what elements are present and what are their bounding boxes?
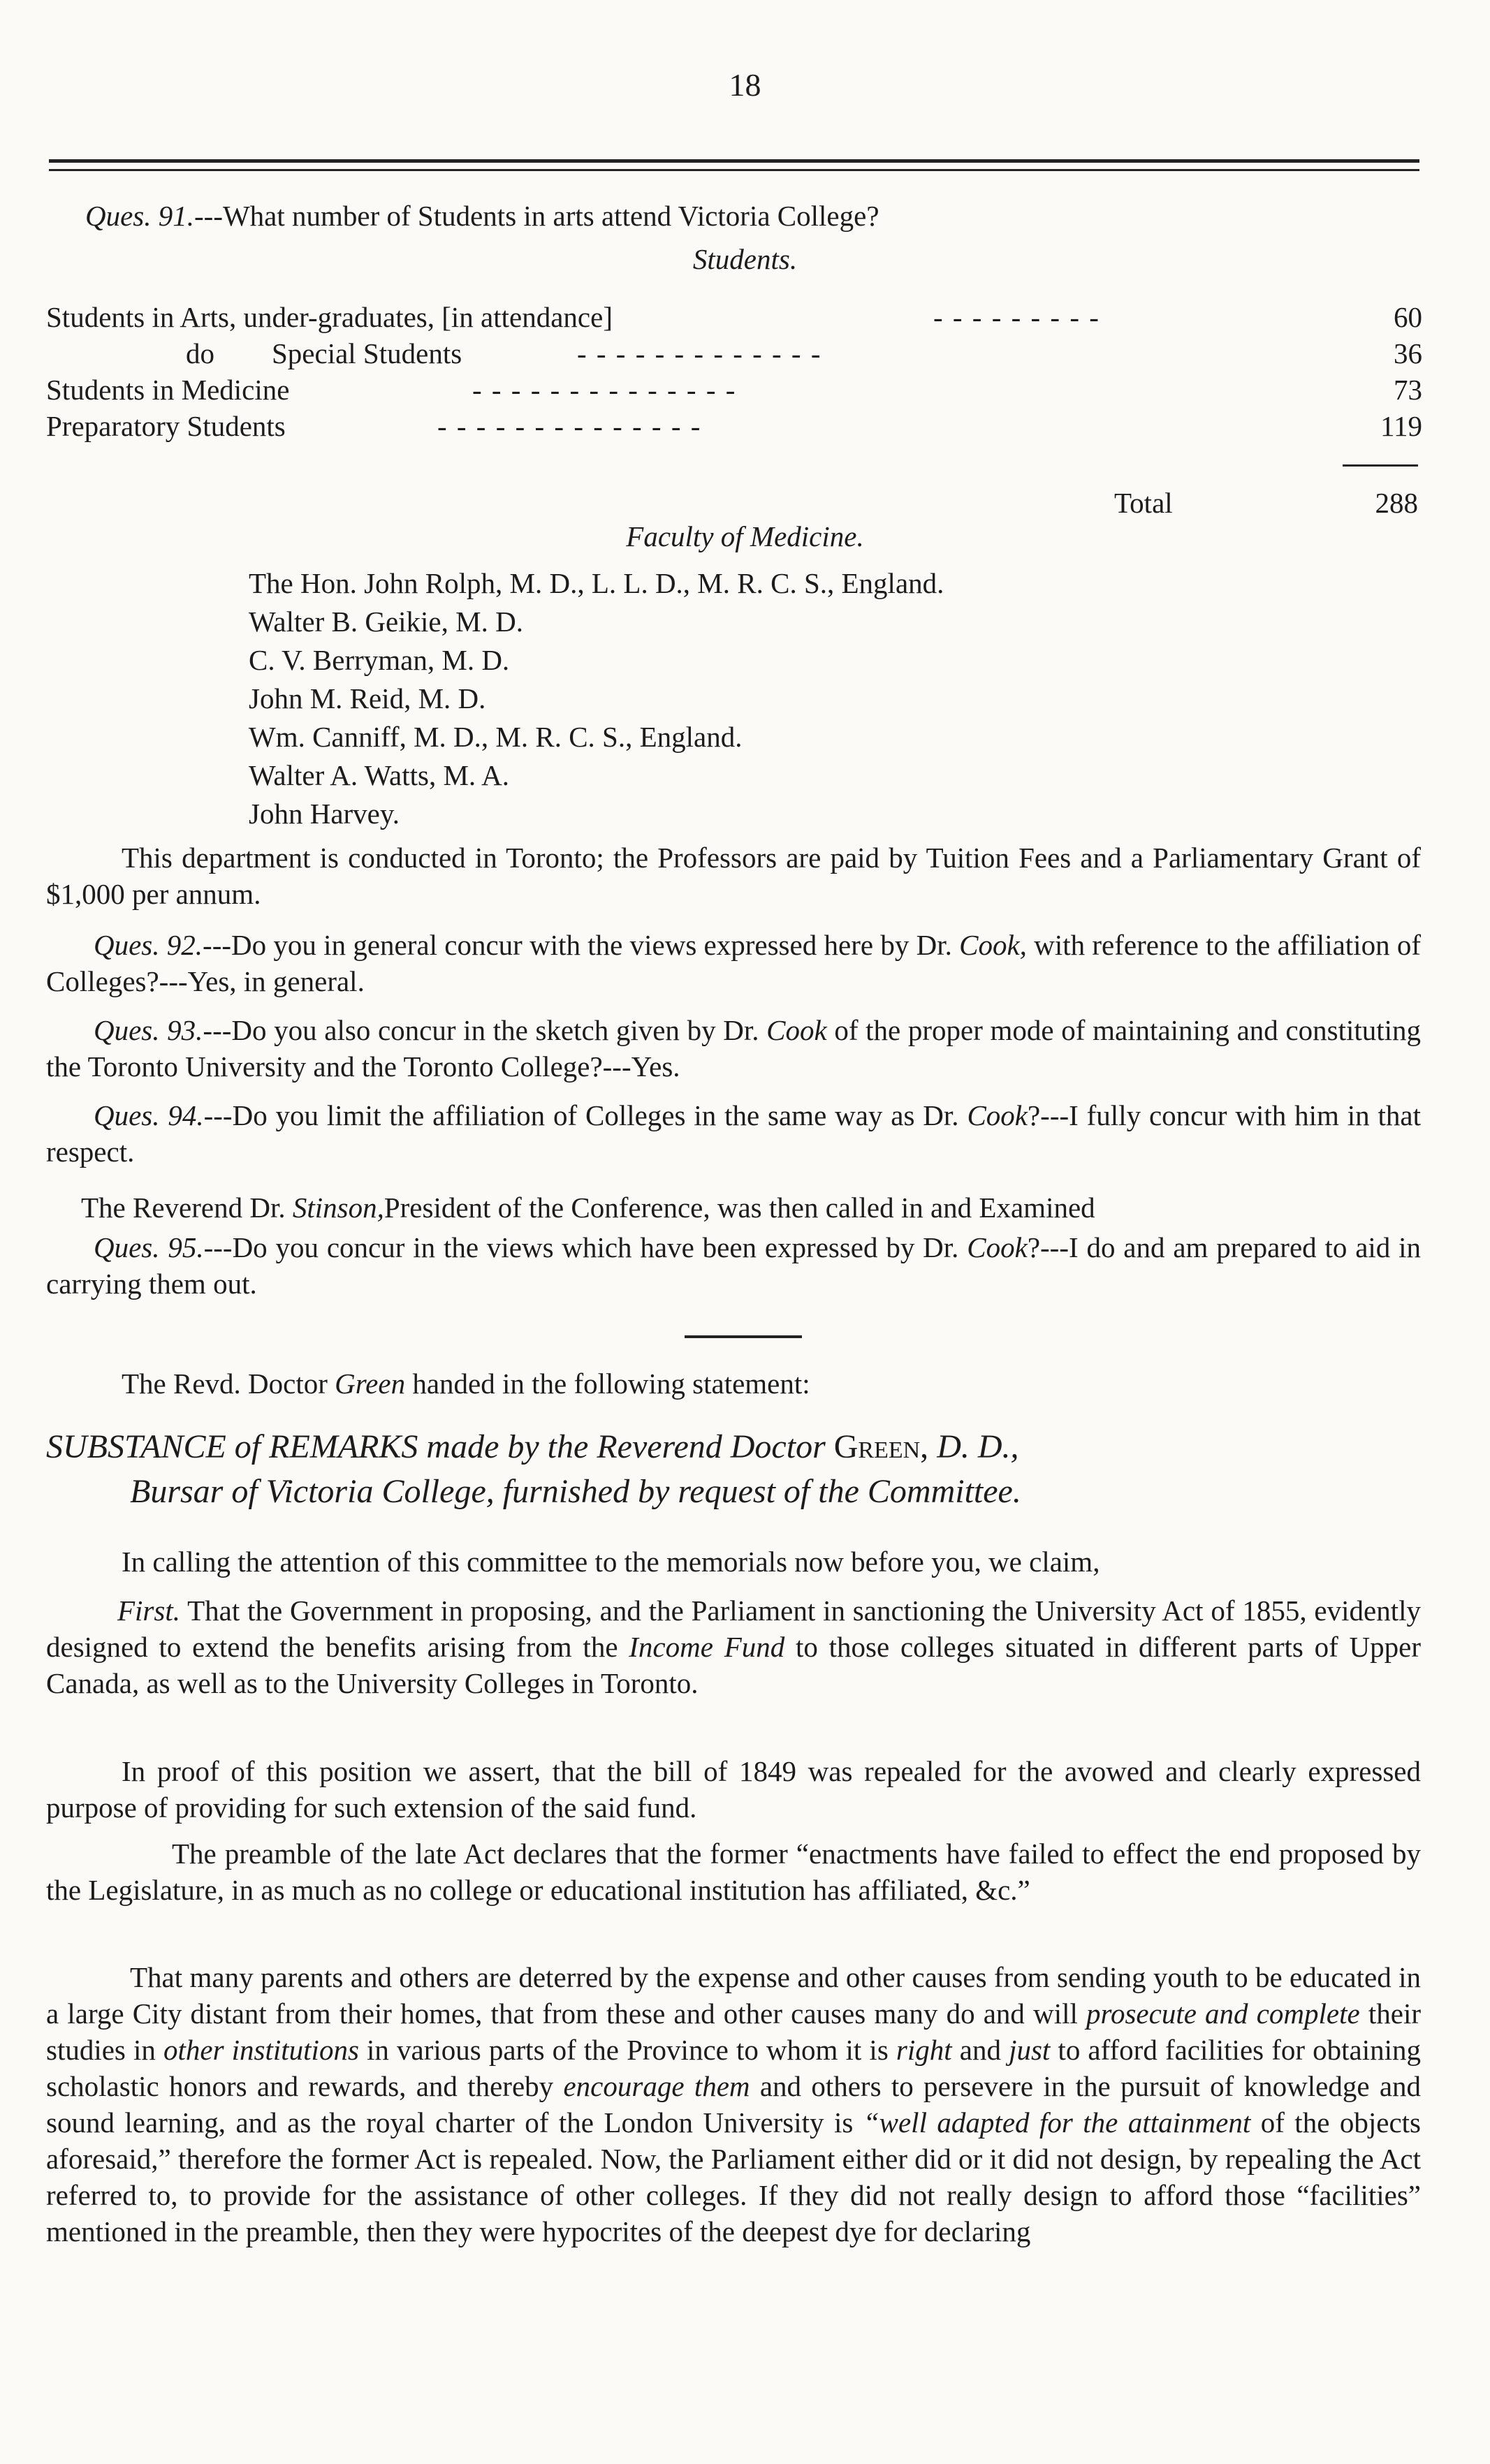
paragraph-text: to afford facilities for obtaining scholastic honors and rewards, and thereby — [46, 2034, 1421, 2102]
student-row — [46, 300, 1422, 339]
section-divider — [685, 1335, 802, 1338]
leader-dots: - - - - - - - - - - - - - - — [437, 410, 702, 442]
stinson-paragraph — [46, 1189, 1421, 1226]
body-paragraph-1: In calling the attention of this committee to the memorials now before you, we claim, — [122, 1546, 1100, 1578]
paragraph-text: That many parents and others are deterred by the expense and other causes from sending youth to be educated in a large City distant from their homes, that from these and other causes many do and will — [46, 1961, 1421, 2030]
paragraph-text: their studies in — [46, 1997, 1421, 2066]
question-91 — [85, 198, 879, 234]
question-text: ---Do you concur in the views which have been expressed by Dr. — [203, 1231, 959, 1263]
name-green: Green — [335, 1367, 406, 1400]
faculty-member: The Hon. John Rolph, M. D., L. L. D., M. R. C. S., England. — [249, 567, 944, 599]
paragraph-text: and others to persevere in the pursuit of knowledge and sound learning, and as the royal charter of the London University is — [46, 2070, 1422, 2139]
student-row-label: Students in Arts, under-graduates, [in attendance] — [46, 301, 613, 333]
student-row-label: do Special Students — [186, 337, 462, 369]
header-rule-thick — [49, 159, 1419, 163]
paragraph-text: to those colleges situated in different parts of Upper Canada, as well as to the University Colleges in Toronto. — [46, 1631, 1422, 1699]
faculty-heading: Faculty of Medicine. — [626, 520, 864, 552]
income-fund: Income Fund — [629, 1631, 785, 1663]
department-paragraph: This department is conducted in Toronto; the Professors are paid by Tuition Fees and a Parliamentary Grant of $1,000 per annum. — [46, 842, 1421, 910]
student-row — [46, 373, 1422, 411]
emphasis: other institutions — [163, 2034, 359, 2066]
header-rule-thin — [49, 169, 1419, 171]
student-row-value: 60 — [1394, 301, 1422, 333]
faculty-member: Walter A. Watts, M. A. — [249, 759, 510, 791]
name-stinson: Stinson, — [292, 1191, 384, 1224]
paragraph-text: handed in the following statement: — [412, 1367, 810, 1400]
body-paragraph-3: In proof of this position we assert, that the bill of 1849 was repealed for the avowed and clearly expressed purpose of providing for such extension of the said fund. — [46, 1755, 1421, 1824]
heading-text: SUBSTANCE of REMARKS made by the Reverend Doctor — [46, 1428, 826, 1465]
emphasis: “well adapted for the attainment — [863, 2106, 1251, 2139]
leader-dots: - - - - - - - - - — [933, 301, 1100, 333]
faculty-member: Wm. Canniff, M. D., M. R. C. S., England. — [249, 721, 743, 753]
question-94 — [46, 1097, 1421, 1170]
question-text: ---Do you in general concur with the views expressed here by Dr. — [203, 929, 952, 961]
question-label: Ques. 94. — [94, 1099, 204, 1131]
students-heading: Students. — [692, 243, 798, 275]
faculty-member: John M. Reid, M. D. — [249, 682, 486, 714]
body-paragraph-4: The preamble of the late Act declares that the former “enactments have failed to effect the end proposed by the Legislature, in as much as no college or educational institution has affiliated, &c.” — [46, 1838, 1421, 1906]
student-row-value: 119 — [1380, 410, 1422, 442]
student-row-value: 36 — [1394, 337, 1422, 369]
student-row — [46, 409, 1422, 448]
question-label: Ques. 92. — [94, 929, 203, 961]
substance-heading — [46, 1425, 1421, 1514]
paragraph-text: and — [959, 2034, 1001, 2066]
substance-heading-line1 — [46, 1428, 1019, 1465]
leader-dots: - - - - - - - - - - - - - — [577, 337, 822, 369]
paragraph-text: in various parts of the Province to whom it is — [367, 2034, 889, 2066]
question-text: with reference to the affiliation of Colleges?---Yes, in general. — [46, 929, 1422, 997]
student-row-label: Preparatory Students — [46, 410, 286, 442]
paragraph-text: President of the Conference, was then called in and Examined — [384, 1191, 1095, 1224]
question-92 — [46, 927, 1421, 999]
question-label: Ques. 95. — [94, 1231, 204, 1263]
name-cook: Cook, — [959, 929, 1027, 961]
emphasis: prosecute and complete — [1086, 1997, 1360, 2030]
question-label: Ques. 93. — [94, 1014, 203, 1046]
leader-dots: - - - - - - - - - - - - - - — [472, 374, 737, 406]
emphasis: right — [896, 2034, 952, 2066]
faculty-member: Walter B. Geikie, M. D. — [249, 606, 523, 638]
emphasis: just — [1009, 2034, 1051, 2066]
paragraph-text: The Revd. Doctor — [122, 1367, 328, 1400]
page-number: 18 — [729, 67, 761, 103]
heading-degree: D. D., — [937, 1428, 1019, 1465]
name-cook: Cook — [967, 1099, 1028, 1131]
question-93 — [46, 1012, 1421, 1085]
question-text: ?---I do and am prepared to aid in carrying them out. — [46, 1231, 1422, 1300]
faculty-member: C. V. Berryman, M. D. — [249, 644, 510, 676]
paragraph-text: of the objects aforesaid,” therefore the former Act is repealed. Now, the Parliament either did or it did not design, by repealing the Act referred to, to provide for the assistance of other colleges. If they did not really design to afford those “facilities” mentioned in the preamble, then they were hypocrites of the deepest dye for declaring — [46, 2106, 1421, 2247]
substance-heading-line2: Bursar of Victoria College, furnished by request of the Committee. — [130, 1473, 1021, 1510]
name-cook: Cook — [766, 1014, 827, 1046]
paragraph-text: The Reverend Dr. — [81, 1191, 286, 1224]
body-paragraph-5 — [46, 1959, 1421, 2250]
body-paragraph-2 — [46, 1592, 1421, 1701]
faculty-list — [249, 564, 944, 833]
total-rule — [1343, 464, 1418, 467]
student-row-label: Students in Medicine — [46, 374, 290, 406]
student-row — [46, 337, 1422, 375]
question-text: of the proper mode of maintaining and constituting the Toronto University and the Toronto College?---Yes. — [46, 1014, 1422, 1083]
question-label: Ques. 91. — [85, 200, 195, 232]
total-value: 288 — [1375, 487, 1418, 519]
emphasis: encourage them — [563, 2070, 750, 2102]
name-cook: Cook — [967, 1231, 1028, 1263]
name-green-smallcaps: Green, — [833, 1428, 929, 1465]
total-label: Total — [1114, 487, 1173, 519]
paragraph-text: That the Government in proposing, and the Parliament in sanctioning the University Act of 1855, evidently designed to extend the benefits arising from the — [46, 1594, 1421, 1663]
first-label: First. — [117, 1594, 180, 1627]
question-text: ---Do you limit the affiliation of Colleges in the same way as Dr. — [203, 1099, 959, 1131]
question-95 — [46, 1229, 1421, 1302]
faculty-member: John Harvey. — [249, 798, 400, 830]
question-text: ---What number of Students in arts attend Victoria College? — [194, 200, 879, 232]
green-statement-intro — [122, 1365, 810, 1402]
question-text: ---Do you also concur in the sketch given by Dr. — [203, 1014, 759, 1046]
student-row-value: 73 — [1394, 374, 1422, 406]
question-text: ?---I fully concur with him in that respect. — [46, 1099, 1421, 1168]
